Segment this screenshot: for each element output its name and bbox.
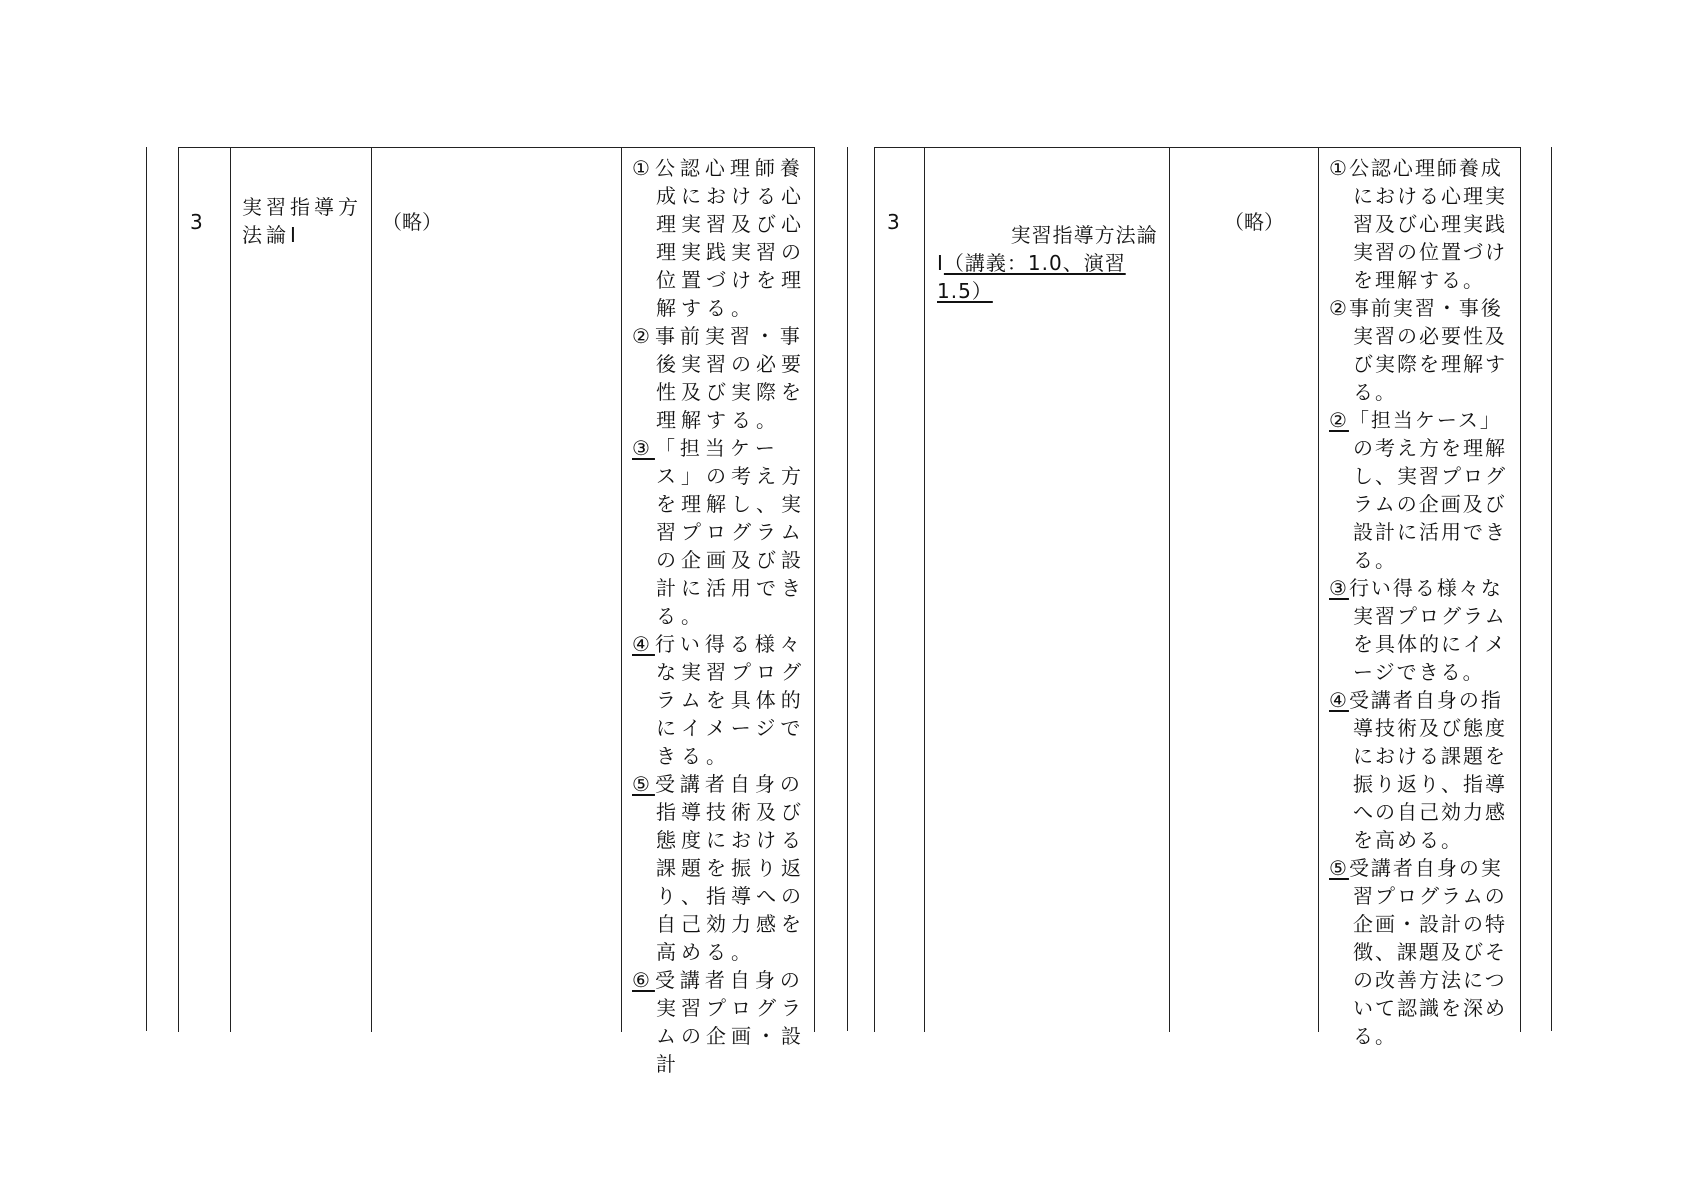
objective-text: 「担当ケース」の考え方を理解し、実習プログラムの企画及び設計に活用できる。: [1348, 408, 1507, 572]
objective-text: 公認心理師養成における心理実習及び心理実践実習の位置づけを理解する。: [1348, 156, 1507, 292]
subject-cell: [925, 148, 1170, 1033]
objective-marker: ③: [1329, 576, 1349, 600]
objective-marker: ②: [1329, 296, 1349, 320]
objective-text: 受講者自身の指導技術及び態度における課題を振り返り、指導への自己効力感を高める。: [1348, 688, 1507, 852]
objectives-cell: [1319, 148, 1521, 1048]
objectives-list: [1329, 154, 1512, 1050]
content-cell: [1170, 148, 1319, 1033]
objective-item: [1329, 854, 1512, 1050]
page-border-left: [146, 147, 147, 1031]
number-cell: [179, 148, 231, 1033]
subject-title-note: （講義：1.0、演習1.5）: [937, 251, 1126, 303]
objective-text: 受講者自身の指導技術及び態度における課題を振り返り、指導への自己効力感を高める。: [654, 772, 806, 964]
objective-item: [632, 434, 806, 630]
content-cell: [372, 148, 622, 1033]
objective-text: 受講者自身の実習プログラムの企画・設計の特徴、課題及びその改善方法について認識を深める。: [1348, 856, 1507, 1048]
content-text: （略）: [1224, 210, 1284, 234]
objective-marker: ③: [632, 436, 655, 460]
left-table: [178, 147, 815, 1076]
right-table: [874, 147, 1521, 1048]
objective-marker: ⑤: [632, 772, 655, 796]
objective-text: 行い得る様々な実習プログラムを具体的にイメージできる。: [1348, 576, 1507, 684]
objective-item: [1329, 154, 1512, 294]
objective-item: [632, 770, 806, 966]
objective-item: [1329, 406, 1512, 574]
objectives-cell: [622, 148, 815, 1076]
objective-marker: ①: [632, 156, 655, 180]
objective-text: 事前実習・事後実習の必要性及び実際を理解する。: [654, 324, 806, 432]
subject-title: 実習指導方 法論Ⅰ: [242, 195, 362, 247]
objective-text: 受講者自身の実習プログラムの企画・設計: [654, 968, 806, 1076]
objective-marker: ④: [632, 632, 655, 656]
content-text: （略）: [382, 210, 442, 234]
column-divider-right: [1551, 147, 1552, 1031]
row-number: 3: [190, 210, 203, 234]
column-divider-left: [847, 147, 848, 1031]
objective-item: [1329, 574, 1512, 686]
objective-item: [632, 322, 806, 434]
objective-marker: ①: [1329, 156, 1349, 180]
objective-text: 公認心理師養成における心理実習及び心理実践実習の位置づけを理解する。: [654, 156, 806, 320]
table-row: [179, 148, 815, 1033]
objective-item: [1329, 294, 1512, 406]
objective-marker: ④: [1329, 688, 1349, 712]
number-cell: [875, 148, 925, 1033]
objectives-list: [632, 154, 806, 1078]
objective-item: [632, 154, 806, 322]
objective-marker: ②: [632, 324, 655, 348]
objective-marker: ⑥: [632, 968, 655, 992]
objective-item: [632, 630, 806, 770]
row-number: 3: [887, 210, 900, 234]
subject-cell: [231, 148, 372, 1033]
subject-title-main: 実習指導方法論Ⅰ: [937, 223, 1158, 275]
objective-text: 事前実習・事後実習の必要性及び実際を理解する。: [1348, 296, 1507, 404]
subject-title: [937, 193, 1161, 333]
objective-item: [632, 966, 806, 1078]
table-row: [875, 148, 1521, 1033]
objective-marker: ⑤: [1329, 856, 1349, 880]
objective-text: 行い得る様々な実習プログラムを具体的にイメージできる。: [654, 632, 806, 768]
objective-marker: ②: [1329, 408, 1349, 432]
objective-text: 「担当ケース」の考え方を理解し、実習プログラムの企画及び設計に活用できる。: [654, 436, 806, 628]
objective-item: [1329, 686, 1512, 854]
